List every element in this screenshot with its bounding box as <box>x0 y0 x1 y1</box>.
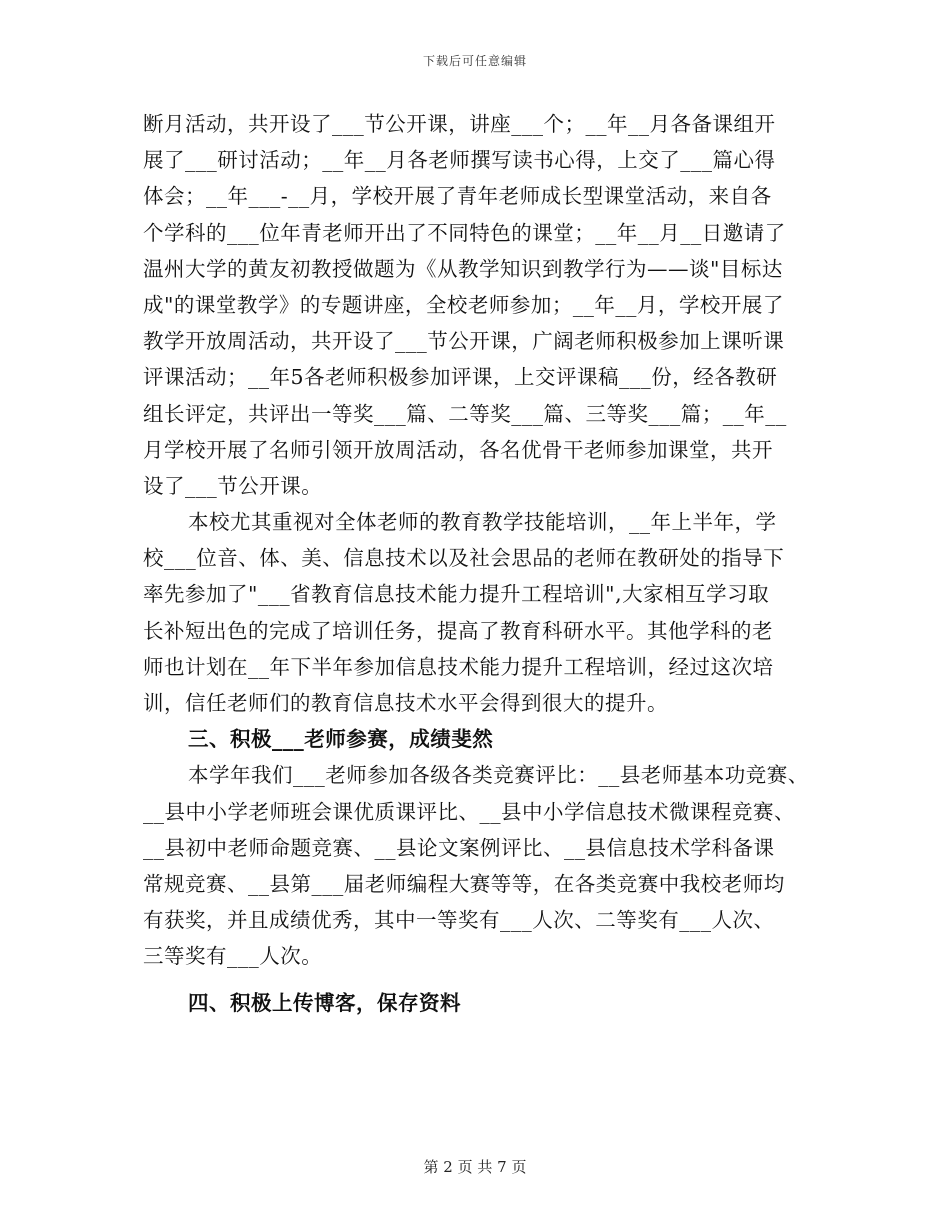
body-line: 体会；__年___-__月，学校开展了青年老师成长型课堂活动，来自各 <box>143 184 772 209</box>
body-line: 率先参加了"___省教育信息技术能力提升工程培训",大家相互学习取 <box>143 582 770 607</box>
paragraph-start-line: 本校尤其重视对全体老师的教育教学技能培训，__年上半年，学 <box>188 510 777 535</box>
section-heading: 四、积极上传博客，保存资料 <box>188 990 461 1015</box>
body-line: 月学校开展了名师引领开放周活动，各名优骨干老师参加课堂，共开 <box>143 437 773 462</box>
page-header: 下载后可任意编辑 <box>422 54 527 68</box>
body-line: 长补短出色的完成了培训任务，提高了教育科研水平。其他学科的老 <box>143 618 773 643</box>
document-body <box>143 106 815 1021</box>
body-line: 训，信任老师们的教育信息技术水平会得到很大的提升。 <box>143 691 668 715</box>
body-line: 设了___节公开课。 <box>143 473 323 498</box>
body-line: 断月活动，共开设了___节公开课，讲座___个；__年__月各备课组开 <box>143 112 776 136</box>
body-line: 教学开放周活动，共开设了___节公开课，广阔老师积极参加上课听课 <box>143 329 785 354</box>
body-line: 温州大学的黄友初教授做题为《从教学知识到教学行为——谈"目标达 <box>143 256 783 281</box>
body-line: 常规竞赛、__县第___届老师编程大赛等等，在各类竞赛中我校老师均 <box>143 871 785 896</box>
body-line: __县初中老师命题竞赛、__县论文案例评比、__县信息技术学科备课 <box>143 835 775 860</box>
body-line: 成"的课堂教学》的专题讲座，全校老师参加；__年__月，学校开展了 <box>143 292 784 317</box>
body-line: 个学科的___位年青老师开出了不同特色的课堂；__年__月__日邀请了 <box>143 220 786 245</box>
body-line: 校___位音、体、美、信息技术以及社会思品的老师在教研处的指导下 <box>143 546 785 571</box>
body-line: 组长评定，共评出一等奖___篇、二等奖___篇、三等奖___篇；__年__ <box>143 401 787 426</box>
paragraph-start-line: 本学年我们___老师参加各级各类竞赛评比：__县老师基本功竞赛、 <box>188 763 809 788</box>
body-line: __县中小学老师班会课优质课评比、__县中小学信息技术微课程竞赛、 <box>143 799 795 824</box>
page-number-footer: 第 2 页 共 7 页 <box>423 1158 527 1176</box>
body-line: 师也计划在__年下半年参加信息技术能力提升工程培训，经过这次培 <box>143 654 774 679</box>
body-line: 有获奖，并且成绩优秀，其中一等奖有___人次、二等奖有___人次、 <box>143 908 775 933</box>
body-line: 展了___研讨活动；__年__月各老师撰写读书心得，上交了___篇心得 <box>143 148 776 173</box>
body-line: 三等奖有___人次。 <box>143 944 323 969</box>
body-line: 评课活动；__年5各老师积极参加评课，上交评课稿___份，经各教研 <box>143 365 778 390</box>
section-heading: 三、积极___老师参赛，成绩斐然 <box>188 727 494 752</box>
